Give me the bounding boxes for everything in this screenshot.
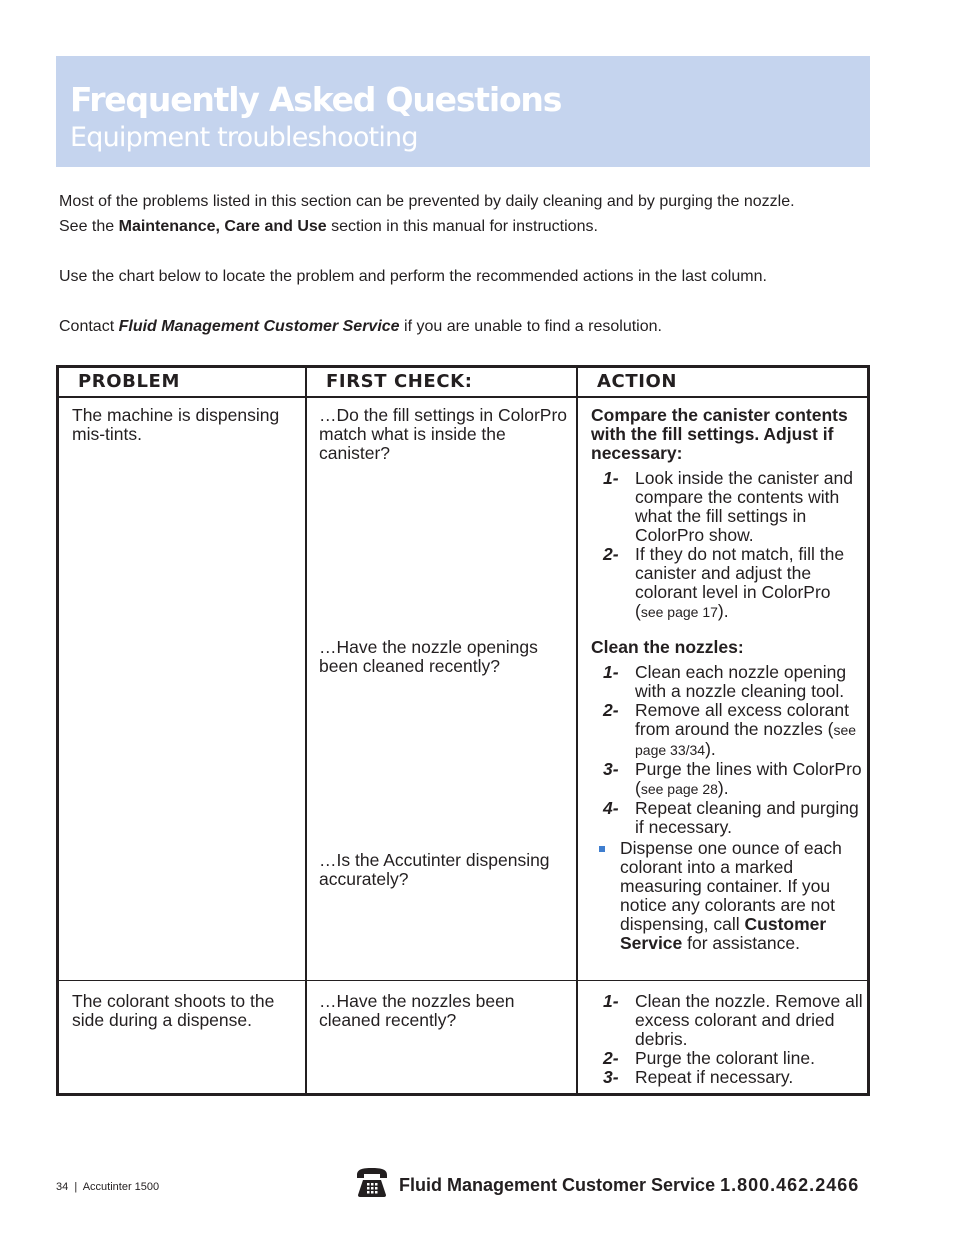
column-header-action: ACTION — [597, 371, 678, 392]
step-text: If they do not match, fill the canister and adjust the colorant level in ColorPro ( — [635, 544, 845, 621]
row2-problem: The colorant shoots to the side during a dispense. — [72, 991, 275, 1030]
header-divider — [59, 396, 867, 398]
step-text-end: ). — [717, 778, 729, 798]
step-item — [603, 469, 863, 545]
row2-action-clean-nozzle — [591, 992, 863, 1087]
intro-line-2-post: section in this manual for instructions. — [326, 218, 598, 235]
troubleshooting-table — [56, 365, 870, 1096]
row2-check-nozzles: …Have the nozzles been cleaned recently? — [319, 991, 515, 1030]
service-label: Fluid Management Customer Service — [399, 1175, 716, 1195]
page-reference: see page 33/34 — [635, 722, 857, 758]
step-item — [603, 760, 863, 799]
step-item — [603, 545, 863, 622]
intro-line-1: Most of the problems listed in this section can be prevented by daily cleaning and by purging the nozzle. — [59, 193, 795, 210]
step-number: 2- — [603, 700, 619, 720]
page-reference: see page 17 — [640, 604, 718, 620]
step-number: 1- — [603, 991, 619, 1011]
step-number: 1- — [603, 468, 619, 488]
step-number: 2- — [603, 1048, 619, 1068]
step-text-end: ). — [717, 601, 729, 621]
customer-service-reference: Fluid Management Customer Service — [118, 318, 400, 335]
header-band — [56, 56, 870, 167]
action-title: Clean the nozzles: — [591, 637, 744, 657]
step-number: 2- — [603, 544, 619, 564]
page-subtitle: Equipment troubleshooting — [70, 122, 418, 153]
intro-line-2-pre: See the — [59, 218, 119, 235]
step-text: Purge the lines with ColorPro ( — [635, 759, 862, 798]
bullet-text-end: for assistance. — [682, 933, 800, 953]
intro-paragraph-1 — [59, 189, 795, 239]
customer-service-reference: Customer Service — [620, 914, 827, 953]
step-item — [603, 701, 863, 760]
step-text-end: ). — [705, 739, 716, 759]
page-reference: see page 28 — [640, 781, 718, 797]
intro-contact-pre: Contact — [59, 318, 119, 335]
phone-number: 1.800.462.2466 — [720, 1175, 860, 1195]
column-divider — [305, 368, 307, 1093]
maintenance-section-reference: Maintenance, Care and Use — [118, 218, 327, 235]
row-divider — [59, 980, 867, 981]
row1-check-nozzle-openings: …Have the nozzle openings been cleaned recently? — [319, 637, 538, 676]
column-divider — [576, 368, 578, 1093]
bullet-item — [599, 839, 863, 953]
column-header-problem: PROBLEM — [78, 371, 180, 392]
step-item — [603, 992, 863, 1049]
step-item — [603, 663, 863, 701]
page-title: Frequently Asked Questions — [70, 80, 562, 119]
row1-action-dispense-test — [591, 839, 863, 953]
step-number: 4- — [603, 798, 619, 818]
step-text: Repeat if necessary. — [635, 1067, 794, 1087]
row1-action-compare-canister — [591, 406, 863, 622]
step-text: Remove all excess colorant from around the nozzles ( — [635, 700, 849, 739]
step-text: Clean the nozzle. Remove all excess colorant and dried debris. — [635, 991, 863, 1049]
bullet-text: Dispense one ounce of each colorant into a marked measuring container. If you notice any colorants are not dispensing, call — [620, 838, 842, 934]
intro-contact-post: if you are unable to find a resolution. — [399, 318, 662, 335]
intro-paragraph-3 — [59, 314, 662, 339]
row1-check-fill-settings: …Do the fill settings in ColorPro match what is inside the canister? — [319, 405, 568, 463]
step-text: Purge the colorant line. — [635, 1048, 815, 1068]
service-phone-line — [399, 1175, 859, 1196]
bullet-square-icon — [599, 846, 605, 852]
step-number: 3- — [603, 1067, 619, 1087]
column-header-first-check: FIRST CHECK: — [326, 371, 473, 392]
step-number: 3- — [603, 759, 619, 779]
telephone-icon — [355, 1165, 389, 1199]
step-number: 1- — [603, 662, 619, 682]
row1-check-dispensing-accuracy: …Is the Accutinter dispensing accurately? — [319, 850, 550, 889]
action-title: Compare the canister contents with the fill settings. Adjust if necessary: — [591, 405, 848, 463]
row1-problem: The machine is dispensing mis-tints. — [72, 405, 280, 444]
step-item — [603, 1068, 863, 1087]
step-text: Repeat cleaning and purging if necessary. — [635, 798, 859, 837]
step-text: Clean each nozzle opening with a nozzle cleaning tool. — [635, 662, 847, 701]
intro-paragraph-2: Use the chart below to locate the problem and perform the recommended actions in the last column. — [59, 268, 767, 285]
step-item — [603, 1049, 863, 1068]
step-text: Look inside the canister and compare the contents with what the fill settings in ColorPro show. — [635, 468, 853, 545]
step-item — [603, 799, 863, 837]
row1-action-clean-nozzles — [591, 638, 863, 837]
page-number-footer: 34 | Accutinter 1500 — [56, 1181, 160, 1193]
